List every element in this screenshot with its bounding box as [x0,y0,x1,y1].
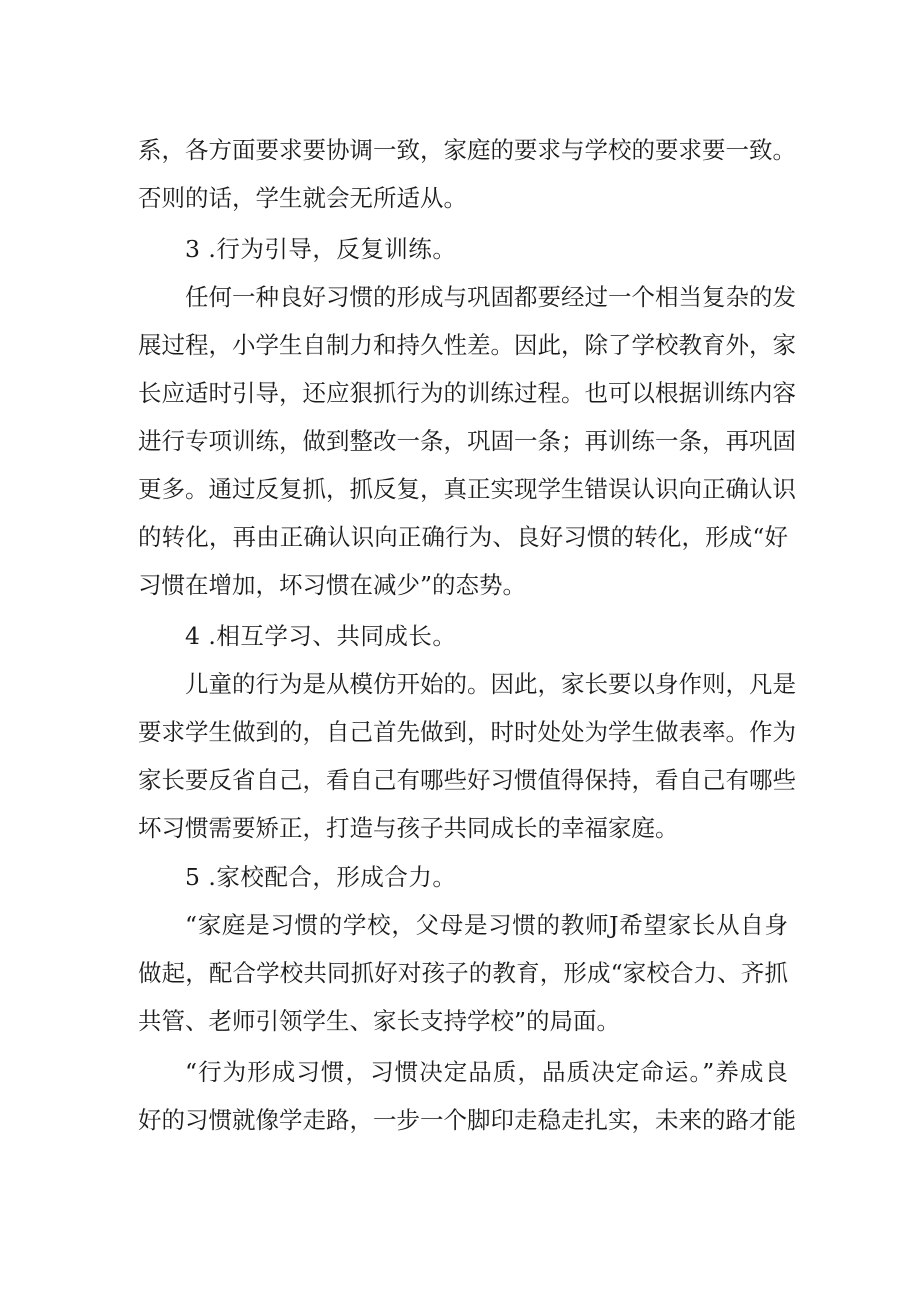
paragraph-line-15: 坏习惯需要矫正，打造与孩子共同成长的幸福家庭。 [138,814,679,842]
paragraph-line-4: 任何一种良好习惯的形成与巩固都要经过一个相当复杂的发 [185,283,796,311]
paragraph-line-7: 进行专项训练，做到整改一条，巩固一条；再训练一条，再巩固 [138,427,796,455]
paragraph-line-18: 做起，配合学校共同抓好对孩子的教育，形成“家校合力、齐抓 [138,959,788,987]
paragraph-line-8: 更多。通过反复抓，抓反复，真正实现学生错误认识向正确认识 [138,475,796,503]
paragraph-line-17: “家庭是习惯的学校，父母是习惯的教师J希望家长从自身 [185,911,788,939]
paragraph-line-2: 否则的话，学生就会无所适从。 [138,184,467,212]
paragraph-line-19: 共管、老师引领学生、家长支持学校”的局面。 [138,1007,621,1035]
section-heading-4: 4 .相互学习、共同成长。 [185,622,457,650]
section-heading-5: 5 .家校配合，形成合力。 [185,863,457,891]
paragraph-line-10: 习惯在增加，坏习惯在减少”的态势。 [138,571,527,599]
paragraph-line-9: 的转化，再由正确认识向正确行为、良好习惯的转化，形成“好 [138,523,788,551]
paragraph-line-12: 儿童的行为是从模仿开始的。因此，家长要以身作则，凡是 [185,670,796,698]
paragraph-line-1: 系，各方面要求要协调一致，家庭的要求与学校的要求要一致。 [138,136,796,164]
paragraph-line-20: “行为形成习惯，习惯决定品质，品质决定命运。”养成良 [185,1058,788,1086]
paragraph-line-21: 好的习惯就像学走路，一步一个脚印走稳走扎实，未来的路才能 [138,1106,796,1134]
section-heading-3: 3 .行为引导，反复训练。 [185,235,457,263]
paragraph-line-14: 家长要反省自己，看自己有哪些好习惯值得保持，看自己有哪些 [138,766,796,794]
paragraph-line-13: 要求学生做到的，自己首先做到，时时处处为学生做表率。作为 [138,718,796,746]
paragraph-line-6: 长应适时引导，还应狠抓行为的训练过程。也可以根据训练内容 [138,379,796,407]
paragraph-line-5: 展过程，小学生自制力和持久性差。因此，除了学校教育外，家 [138,331,796,359]
